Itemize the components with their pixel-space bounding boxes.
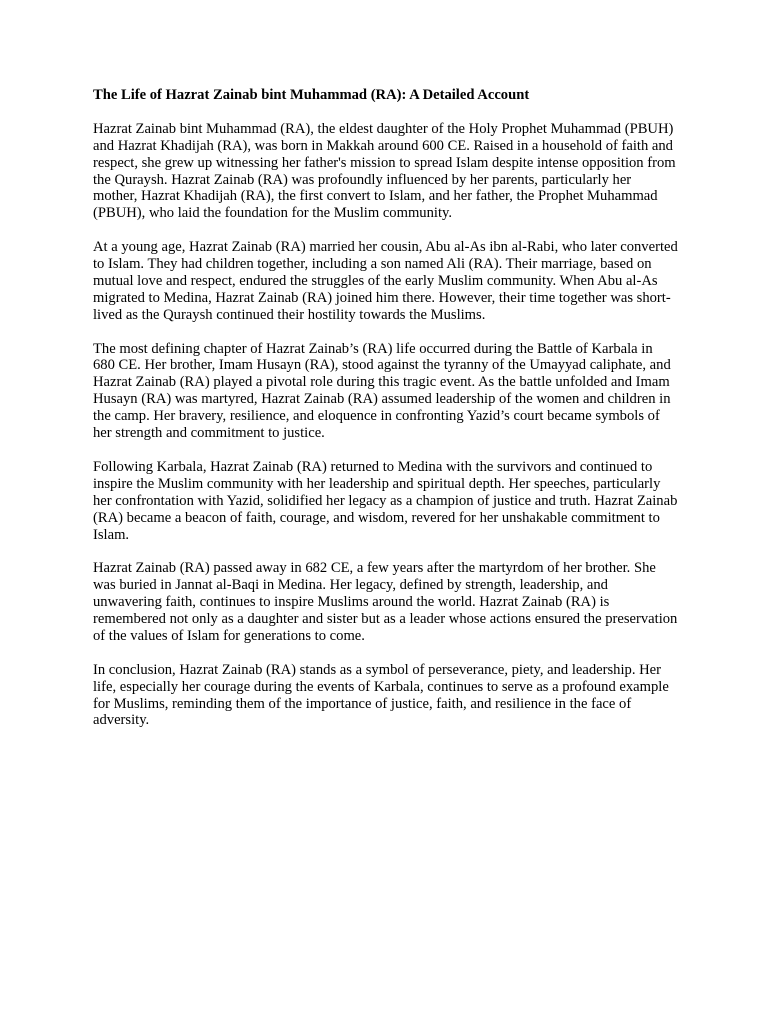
paragraph-conclusion: In conclusion, Hazrat Zainab (RA) stands as a symbol of perseverance, piety, and leadership. Her life, especially her courage during the events of Karbala, continues to serve as a profound example for Muslims, reminding them of the importance of justice, faith, and resilience in the face of adversity.: [93, 661, 669, 729]
paragraph-early-life: Hazrat Zainab bint Muhammad (RA), the eldest daughter of the Holy Prophet Muhammad (PBUH) and Hazrat Khadijah (RA), was born in Makkah around 600 CE. Raised in a household of faith and respect, she grew up witnessing her father's mission to spread Islam despite intense opposition from the Quraysh. Hazrat Zainab (RA) was profoundly influenced by her parents, particularly her mother, Hazrat Khadijah (RA), the first convert to Islam, and her father, the Prophet Muhammad (PBUH), who laid the foundation for the Muslim community.: [93, 120, 676, 222]
paragraph-death-legacy: Hazrat Zainab (RA) passed away in 682 CE, a few years after the martyrdom of her brother. She was buried in Jannat al-Baqi in Medina. Her legacy, defined by strength, leadership, and unwavering faith, continues to inspire Muslims around the world. Hazrat Zainab (RA) is remembered not only as a daughter and sister but as a leader whose actions ensured the preservation of the values of Islam for generations to come.: [93, 560, 678, 644]
paragraph-marriage: At a young age, Hazrat Zainab (RA) married her cousin, Abu al-As ibn al-Rabi, who later converted to Islam. They had children together, including a son named Ali (RA). Their marriage, based on mutual love and respect, endured the struggles of the early Muslim community. When Abu al-As migrated to Medina, Hazrat Zainab (RA) joined him there. However, their time together was short-lived as the Quraysh continued their hostility towards the Muslims.: [93, 239, 678, 323]
paragraph-karbala: The most defining chapter of Hazrat Zainab’s (RA) life occurred during the Battle of Karbala in 680 CE. Her brother, Imam Husayn (RA), stood against the tyranny of the Umayyad caliphate, and Hazrat Zainab (RA) played a pivotal role during this tragic event. As the battle unfolded and Imam Husayn (RA) was martyred, Hazrat Zainab (RA) assumed leadership of the women and children in the camp. Her bravery, resilience, and eloquence in confronting Yazid’s court became symbols of her strength and commitment to justice.: [93, 340, 671, 442]
document-page: [93, 87, 678, 746]
paragraph-after-karbala: Following Karbala, Hazrat Zainab (RA) returned to Medina with the survivors and continued to inspire the Muslim community with her leadership and spiritual depth. Her speeches, particularly her confrontation with Yazid, solidified her legacy as a champion of justice and truth. Hazrat Zainab (RA) became a beacon of faith, courage, and wisdom, revered for her unshakable commitment to Islam.: [93, 458, 678, 543]
document-title: The Life of Hazrat Zainab bint Muhammad (RA): A Detailed Account: [93, 87, 530, 103]
